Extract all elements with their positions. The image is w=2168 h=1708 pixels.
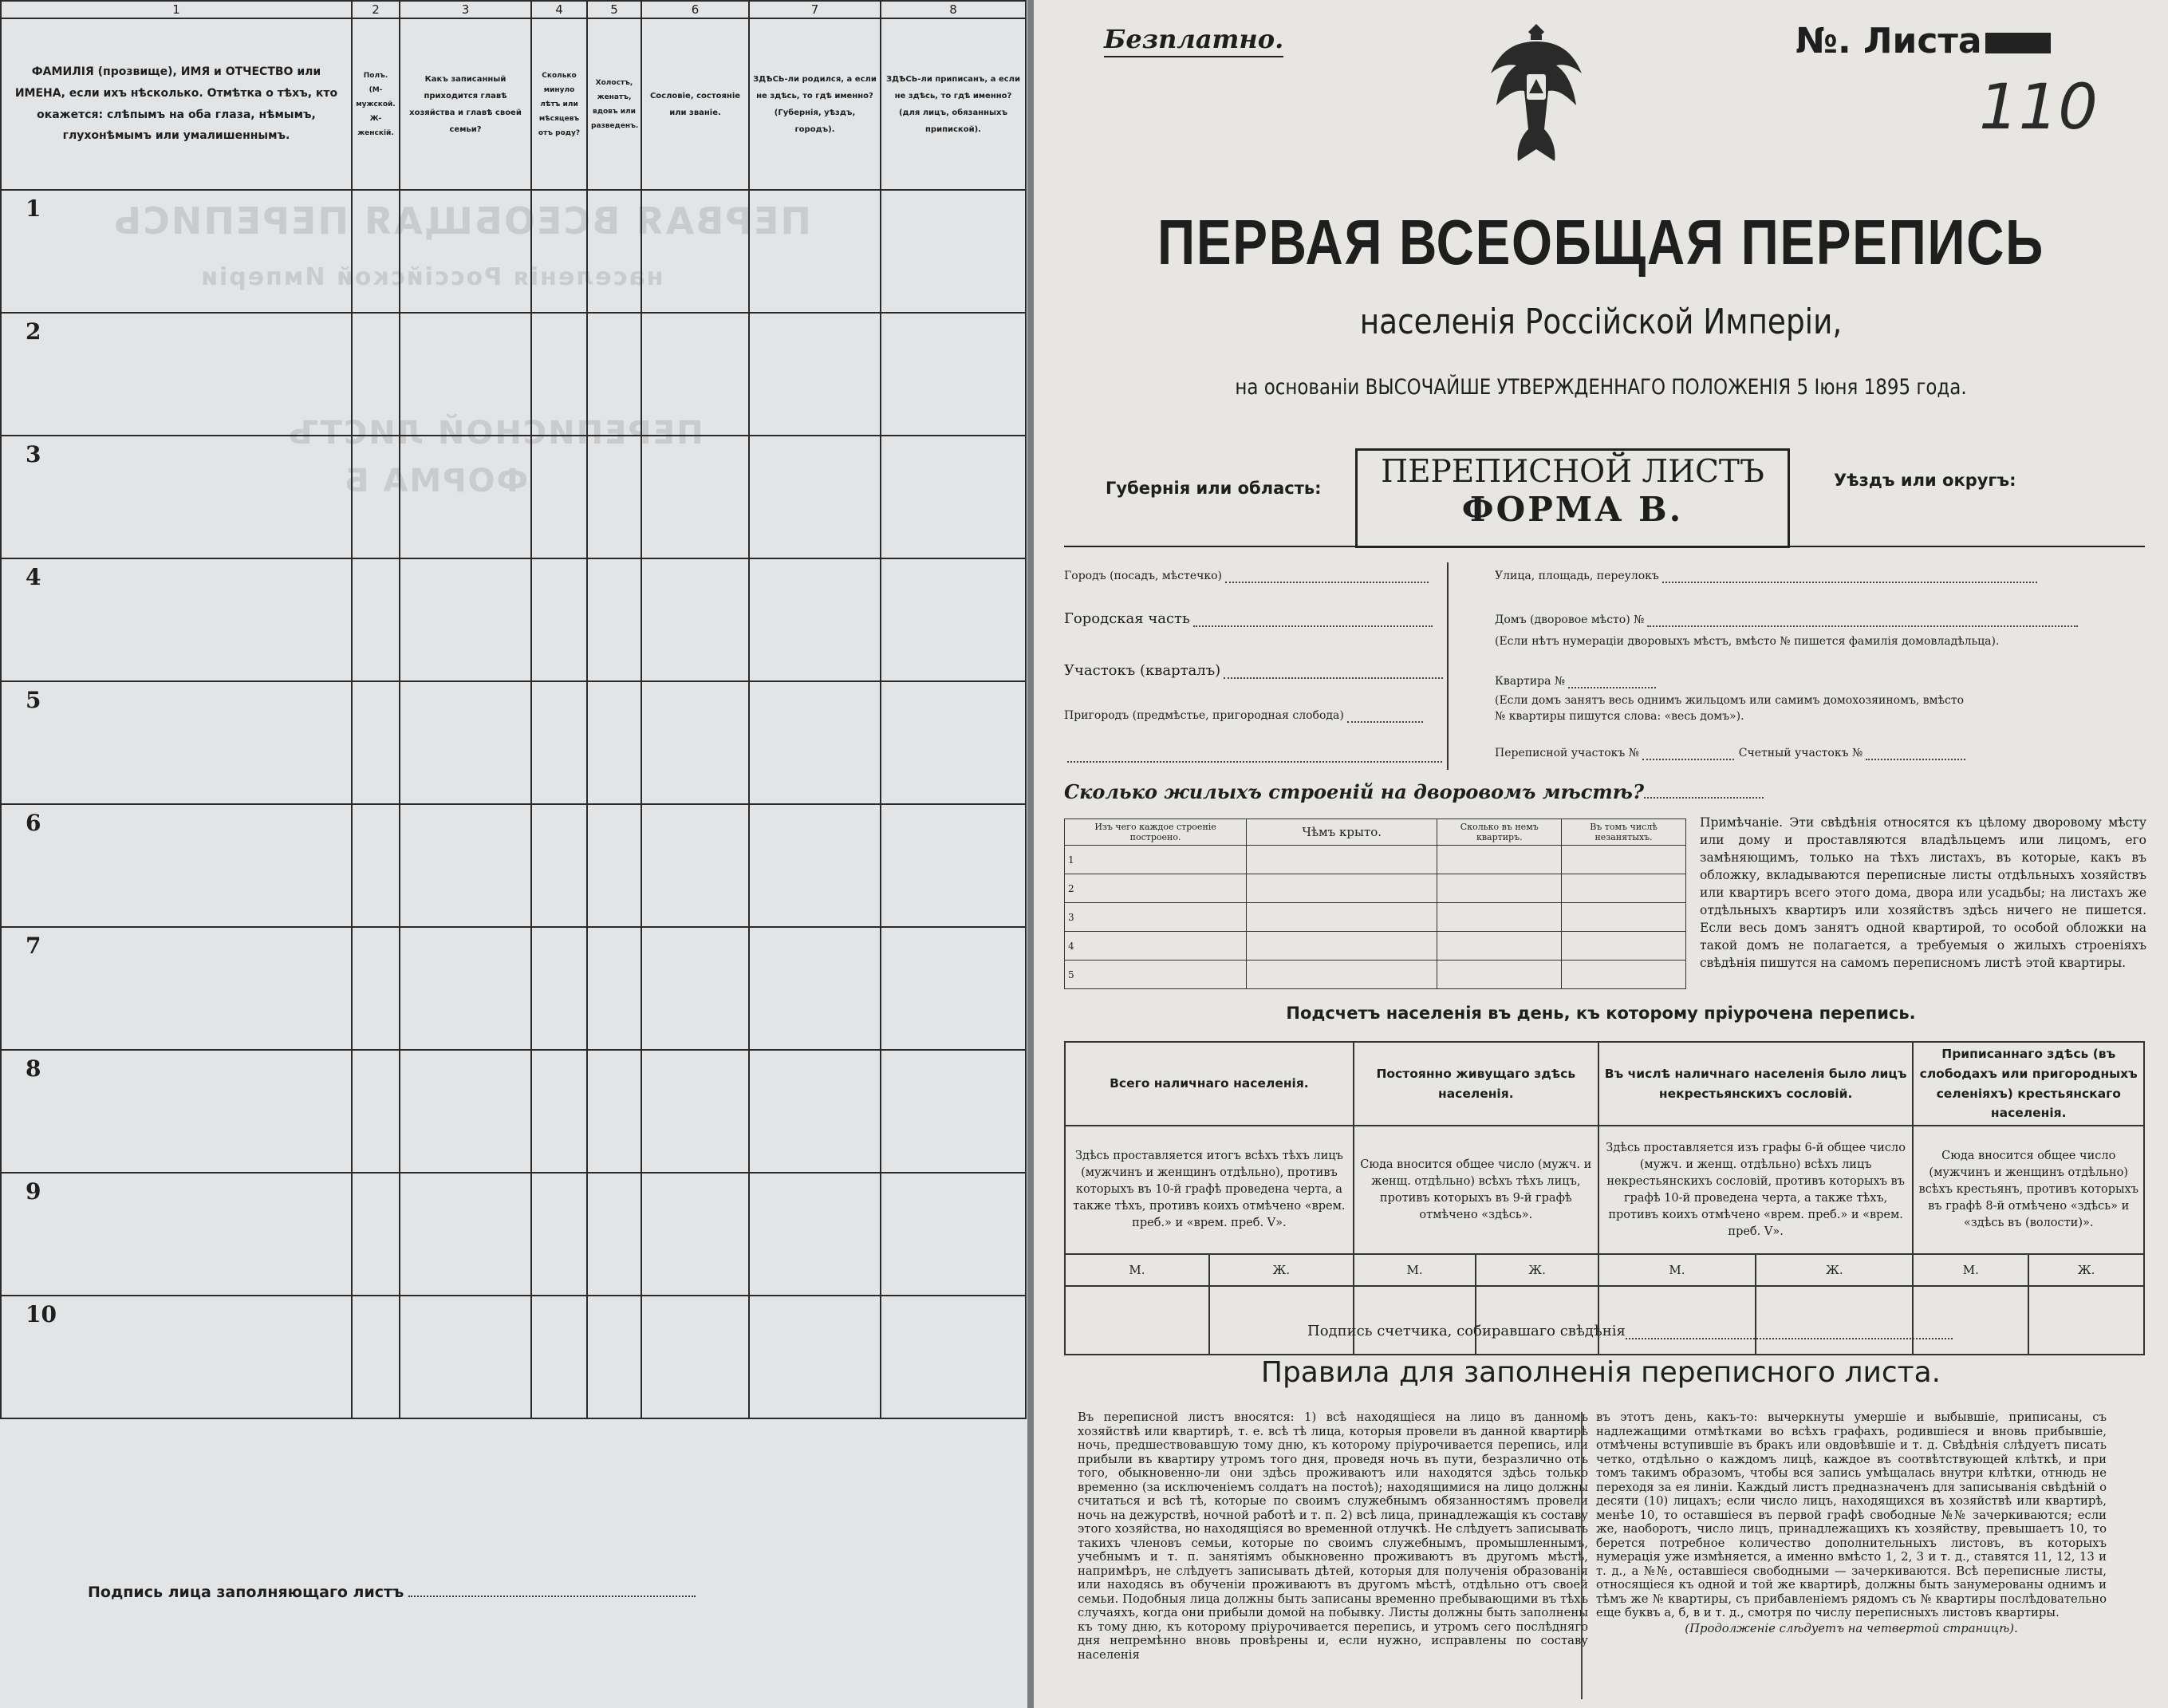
fill-dots <box>1626 1338 1953 1339</box>
person-data-cell[interactable] <box>749 558 881 681</box>
person-name-cell[interactable] <box>1 190 352 313</box>
person-data-cell[interactable] <box>352 1050 400 1173</box>
building-material-cell[interactable]: 5 <box>1065 961 1247 989</box>
person-name-cell[interactable] <box>1 1050 352 1173</box>
person-data-cell[interactable] <box>881 313 1026 436</box>
person-data-cell[interactable] <box>749 313 881 436</box>
count-entry-cell[interactable] <box>1354 1286 1476 1355</box>
person-data-cell[interactable] <box>749 1173 881 1296</box>
person-data-cell[interactable] <box>641 436 749 558</box>
rules-column-1: Въ переписной листъ вносятся: 1) всѣ находящіеся на лицо въ данномъ хозяйствѣ или квартирѣ, т. е. всѣ тѣ лица, которыя провели въ данной квартирѣ ночь, предшествовавшую тому дню, къ которому пріурочивается перепись, или прибыли въ квартиру утромъ того дня, проведя ночь въ пути, безразлично отъ того, обыкновенно-ли они здѣсь проживаютъ или находятся здѣсь только временно (за исключеніемъ солдатъ на постоѣ); находящимися на лицо должны считаться и всѣ тѣ, которые по своимъ служебнымъ обязанностямъ провели ночь на дежурствѣ, ночной работѣ и т. п. 2) всѣ лица, принадлежащія къ составу этого хозяйства, но находящіяся во временной отлучкѣ. Не слѣдуетъ записывать такихъ членовъ семьи, которые по своимъ служебнымъ, промышленнымъ, учебнымъ и т. п. занятіямъ обыкновенно проживаютъ въ другомъ мѣстѣ, напримѣръ, не слѣдуетъ записывать дѣтей, которыя для полученія образованія или находясь въ обученіи проживаютъ въ другомъ мѣстѣ, отдѣльно отъ своей семьи. Подобныя лица должны быть записаны временно пребывающими въ тѣхъ случаяхъ, когда они прибыли домой на побывку. Листы должны быть заполнены къ тому дню, къ которому пріурочивается перепись, и утромъ сего послѣдняго дня непремѣнно вновь провѣрены и, если нужно, исправлены по составу населенія <box>1078 1410 1588 1662</box>
person-name-cell[interactable] <box>1 804 352 927</box>
person-data-cell[interactable] <box>641 313 749 436</box>
building-material-cell[interactable]: 3 <box>1065 903 1247 932</box>
buildings-question[interactable] <box>1064 780 1764 803</box>
count-header-peasant: Приписаннаго здѣсь (въ слободахъ или пригородныхъ селеніяхъ) крестьянскаго населенія. <box>1913 1042 2144 1126</box>
row-number: 9 <box>26 1178 41 1205</box>
person-data-cell[interactable] <box>587 190 641 313</box>
form-title: ПЕРЕПИСНОЙ ЛИСТЪ <box>1381 454 1764 490</box>
left-page <box>0 0 1029 1708</box>
person-data-cell[interactable] <box>531 1050 587 1173</box>
form-header-box <box>1064 448 2145 548</box>
column-number: 6 <box>641 1 749 18</box>
person-name-cell[interactable] <box>1 1296 352 1418</box>
building-data-cell[interactable] <box>1562 903 1686 932</box>
person-data-cell[interactable] <box>641 1050 749 1173</box>
count-desc-permanent: Сюда вносится общее число (мужч. и женщ. отдѣльно) всѣхъ тѣхъ лицъ, противъ которыхъ въ 9-й графѣ отмѣчено «здѣсь». <box>1354 1126 1598 1254</box>
building-data-cell[interactable] <box>1437 961 1562 989</box>
person-data-cell[interactable] <box>352 681 400 804</box>
census-basis: на основаніи ВЫСОЧАЙШЕ УТВЕРЖДЕННАГО ПОЛОЖЕНІЯ 5 Іюня 1895 года. <box>1235 375 1967 400</box>
sex-label-male: М. <box>1913 1254 2028 1286</box>
suburb-label: Пригородъ (предмѣстье, пригородная слобода) <box>1064 709 1344 722</box>
city-label: Городъ (посадъ, мѣстечко) <box>1064 570 1223 582</box>
person-data-cell[interactable] <box>881 190 1026 313</box>
person-data-cell[interactable] <box>352 313 400 436</box>
row-number: 7 <box>26 933 41 959</box>
uchastok-field[interactable] <box>1064 662 1443 679</box>
count-desc-peasant: Сюда вносится общее число (мужчинъ и женщинъ отдѣльно) всѣхъ крестьянъ, противъ которыхъ въ графѣ 8-й отмѣчено «здѣсь» и «здѣсь въ (волости)». <box>1913 1126 2144 1254</box>
person-data-cell[interactable] <box>641 1296 749 1418</box>
person-data-cell[interactable] <box>587 1173 641 1296</box>
buildings-header: Сколько въ немъ квартиръ. <box>1437 819 1562 846</box>
header-sex: Полъ. (М-мужской. Ж-женскій. <box>352 18 400 190</box>
person-data-cell[interactable] <box>531 190 587 313</box>
person-data-cell[interactable] <box>587 804 641 927</box>
person-data-cell[interactable] <box>400 927 531 1050</box>
column-number: 5 <box>587 1 641 18</box>
suburb-extra-line[interactable] <box>1064 746 1442 763</box>
person-data-cell[interactable] <box>881 681 1026 804</box>
person-data-cell[interactable] <box>749 190 881 313</box>
census-title: ПЕРВАЯ ВСЕОБЩАЯ ПЕРЕПИСЬ <box>1157 207 2044 278</box>
city-part-label: Городская часть <box>1064 610 1190 627</box>
rules-divider <box>1581 1412 1583 1699</box>
person-data-cell[interactable] <box>641 558 749 681</box>
population-count-heading: Подсчетъ населенія въ день, къ которому пріурочена перепись. <box>1286 1004 1916 1023</box>
fill-dots <box>1662 582 2037 583</box>
column-number: 8 <box>881 1 1026 18</box>
fill-dots <box>1642 759 1734 760</box>
header-birthplace: ЗДѢСЬ-ли родился, а если не здѣсь, то гдѣ именно? (Губернія, уѣздъ, городъ). <box>749 18 881 190</box>
person-data-cell[interactable] <box>881 804 1026 927</box>
count-entry-cell[interactable] <box>2028 1286 2144 1355</box>
show-through-text: ПЕРВАЯ ВСЕОБЩАЯ ПЕРЕПИСЬ <box>112 199 812 243</box>
sheet-number <box>1795 21 2051 61</box>
person-data-cell[interactable] <box>531 804 587 927</box>
buildings-question-text: Сколько жилыхъ строеній на дворовомъ мѣстѣ? <box>1064 780 1645 803</box>
building-material-cell[interactable]: 4 <box>1065 932 1247 961</box>
person-data-cell[interactable] <box>531 681 587 804</box>
person-data-cell[interactable] <box>587 681 641 804</box>
fill-dots <box>1193 625 1433 627</box>
person-data-cell[interactable] <box>641 681 749 804</box>
building-row <box>1065 874 1686 903</box>
row-number: 10 <box>26 1301 57 1327</box>
population-count-table <box>1064 1041 2145 1355</box>
person-data-cell[interactable] <box>749 1296 881 1418</box>
census-section-label: Переписной участокъ № <box>1495 747 1639 759</box>
row-number: 6 <box>26 810 41 836</box>
person-data-cell[interactable] <box>881 436 1026 558</box>
count-header-permanent: Постоянно живущаго здѣсь населенія. <box>1354 1042 1598 1126</box>
person-data-cell[interactable] <box>881 1173 1026 1296</box>
column-number: 2 <box>352 1 400 18</box>
show-through-text: населенія Россійской Имперіи <box>199 263 664 291</box>
building-row <box>1065 932 1686 961</box>
person-row <box>1 927 1026 1050</box>
person-row <box>1 190 1026 313</box>
person-data-cell[interactable] <box>531 313 587 436</box>
flat-label: Квартира № <box>1495 675 1566 688</box>
person-name-cell[interactable] <box>1 927 352 1050</box>
count-entry-cell[interactable] <box>1209 1286 1354 1355</box>
district-field[interactable] <box>1790 448 2145 548</box>
flat-field[interactable] <box>1495 672 1656 688</box>
person-row <box>1 1173 1026 1296</box>
address-divider <box>1447 562 1449 770</box>
sex-label-female: Ж. <box>1476 1254 1598 1286</box>
uchastok-label: Участокъ (кварталъ) <box>1064 662 1221 679</box>
person-data-cell[interactable] <box>587 1050 641 1173</box>
province-underline <box>1064 546 1355 547</box>
count-entry-cell[interactable] <box>1065 1286 1209 1355</box>
fill-dots <box>1568 687 1656 688</box>
fill-dots <box>1225 582 1429 583</box>
person-data-cell[interactable] <box>400 313 531 436</box>
person-data-cell[interactable] <box>400 436 531 558</box>
person-data-cell[interactable] <box>531 558 587 681</box>
rules-title: Правила для заполненія переписного листа. <box>1260 1356 1941 1389</box>
person-data-cell[interactable] <box>881 1296 1026 1418</box>
filler-signature-label: Подпись лица заполняющаго листъ <box>88 1584 404 1601</box>
province-field[interactable] <box>1064 448 1355 548</box>
city-part-field[interactable] <box>1064 610 1433 627</box>
person-data-cell[interactable] <box>749 804 881 927</box>
header-name: ФАМИЛІЯ (прозвище), ИМЯ и ОТЧЕСТВО или ИМЕНА, если ихъ нѣсколько. Отмѣтка о тѣхъ, кто окажется: слѣпымъ на оба глаза, нѣмымъ, глухонѣмымъ или умалишеннымъ. <box>1 18 352 190</box>
person-data-cell[interactable] <box>881 558 1026 681</box>
signature-dots <box>408 1596 696 1597</box>
filler-signature-line[interactable] <box>88 1584 696 1601</box>
census-subtitle: населенія Россійской Имперіи, <box>1359 302 1843 342</box>
person-data-cell[interactable] <box>641 927 749 1050</box>
handwritten-sheet-number: 110 <box>1979 72 2098 144</box>
rules-column-2 <box>1596 1410 2107 1635</box>
building-material-cell[interactable]: 1 <box>1065 846 1247 874</box>
person-data-cell[interactable] <box>352 1173 400 1296</box>
header-estate: Сословіе, состояніе или званіе. <box>641 18 749 190</box>
header-marital: Холостъ, женатъ, вдовъ или разведенъ. <box>587 18 641 190</box>
person-data-cell[interactable] <box>749 436 881 558</box>
form-name: ФОРМА В. <box>1461 490 1684 529</box>
count-desc-non-peasant: Здѣсь проставляется изъ графы 6-й общее число (мужч. и женщ. отдѣльно) всѣхъ лицъ некрестьянскихъ сословій, противъ которыхъ въ графѣ 10-й проведена черта, а также тѣхъ, противъ коихъ отмѣчено «врем. преб.» и «врем. преб. V». <box>1598 1126 1914 1254</box>
person-name-cell[interactable] <box>1 681 352 804</box>
building-data-cell[interactable] <box>1247 874 1437 903</box>
person-data-cell[interactable] <box>587 436 641 558</box>
person-row <box>1 558 1026 681</box>
sex-label-female: Ж. <box>1209 1254 1354 1286</box>
buildings-header: Чѣмъ крыто. <box>1247 819 1437 846</box>
buildings-header: Въ томъ числѣ незанятыхъ. <box>1562 819 1686 846</box>
house-field[interactable] <box>1495 610 2078 627</box>
fill-dots <box>1647 625 2078 627</box>
header-age: Сколько минуло лѣтъ или мѣсяцевъ отъ роду? <box>531 18 587 190</box>
person-data-cell[interactable] <box>352 927 400 1050</box>
header-relation: Какъ записанный приходится главѣ хозяйства и главѣ своей семьи? <box>400 18 531 190</box>
person-data-cell[interactable] <box>400 558 531 681</box>
row-number: 5 <box>26 687 41 713</box>
house-note: (Если нѣтъ нумераціи дворовыхъ мѣстъ, вмѣсто № пишется фамилія домовладѣльца). <box>1495 635 2000 648</box>
street-field[interactable] <box>1495 566 2037 583</box>
person-row <box>1 681 1026 804</box>
row-number: 3 <box>26 441 41 467</box>
building-data-cell[interactable] <box>1562 961 1686 989</box>
sex-label-female: Ж. <box>2028 1254 2144 1286</box>
person-data-cell[interactable] <box>881 927 1026 1050</box>
column-header-row <box>1 18 1026 190</box>
count-entry-cell[interactable] <box>1913 1286 2028 1355</box>
building-data-cell[interactable] <box>1247 903 1437 932</box>
crossed-out-number <box>1985 33 2051 53</box>
person-data-cell[interactable] <box>352 558 400 681</box>
district-underline <box>1790 546 2145 547</box>
fill-dots <box>1067 761 1442 763</box>
show-through-text: ПЕРЕПИСНОЙ ЛИСТЪ <box>287 415 704 452</box>
city-field[interactable] <box>1064 566 1429 583</box>
building-data-cell[interactable] <box>1247 961 1437 989</box>
person-data-cell[interactable] <box>400 804 531 927</box>
person-data-cell[interactable] <box>400 1050 531 1173</box>
census-section-field[interactable] <box>1495 744 1965 760</box>
person-data-cell[interactable] <box>881 1050 1026 1173</box>
row-number: 1 <box>26 195 41 222</box>
person-data-cell[interactable] <box>641 804 749 927</box>
sex-label-male: М. <box>1065 1254 1209 1286</box>
house-label: Домъ (дворовое мѣсто) № <box>1495 613 1645 626</box>
person-row <box>1 804 1026 927</box>
flat-note-2: № квартиры пишутся слова: «весь домъ»). <box>1495 710 1744 723</box>
person-data-cell[interactable] <box>531 436 587 558</box>
form-title-box <box>1355 448 1790 548</box>
show-through-text: ФОРМА Б <box>343 463 529 499</box>
person-data-cell[interactable] <box>587 558 641 681</box>
row-number: 2 <box>26 318 41 345</box>
buildings-table <box>1064 818 1686 989</box>
building-data-cell[interactable] <box>1437 846 1562 874</box>
building-data-cell[interactable] <box>1562 846 1686 874</box>
person-data-cell[interactable] <box>587 1296 641 1418</box>
free-label: Безплатно. <box>1104 24 1283 57</box>
row-number: 8 <box>26 1055 41 1082</box>
person-name-cell[interactable] <box>1 313 352 436</box>
person-data-cell[interactable] <box>400 1173 531 1296</box>
census-person-table <box>0 0 1027 1419</box>
person-data-cell[interactable] <box>531 1296 587 1418</box>
count-entry-cell[interactable] <box>1756 1286 1913 1355</box>
count-header-non-peasant: Въ числѣ наличнаго населенія было лицъ некрестьянскихъ сословій. <box>1598 1042 1914 1126</box>
street-label: Улица, площадь, переулокъ <box>1495 570 1659 582</box>
sex-label-female: Ж. <box>1756 1254 1913 1286</box>
person-data-cell[interactable] <box>400 681 531 804</box>
building-data-cell[interactable] <box>1562 874 1686 903</box>
person-data-cell[interactable] <box>352 804 400 927</box>
fill-dots <box>1866 759 1965 760</box>
person-name-cell[interactable] <box>1 558 352 681</box>
person-data-cell[interactable] <box>587 313 641 436</box>
person-data-cell[interactable] <box>531 927 587 1050</box>
person-row <box>1 1296 1026 1418</box>
person-data-cell[interactable] <box>587 927 641 1050</box>
person-data-cell[interactable] <box>749 927 881 1050</box>
building-row <box>1065 846 1686 874</box>
building-data-cell[interactable] <box>1562 932 1686 961</box>
building-data-cell[interactable] <box>1247 846 1437 874</box>
fill-dots <box>1224 677 1443 679</box>
person-data-cell[interactable] <box>749 681 881 804</box>
right-page <box>1034 0 2168 1708</box>
sheet-number-label: №. Листа <box>1795 21 1982 61</box>
counter-signature-line[interactable] <box>1307 1323 1953 1339</box>
double-headed-eagle-emblem <box>1484 18 1588 177</box>
count-entry-cell[interactable] <box>1598 1286 1756 1355</box>
person-data-cell[interactable] <box>400 190 531 313</box>
person-data-cell[interactable] <box>749 1050 881 1173</box>
person-data-cell[interactable] <box>352 436 400 558</box>
building-row <box>1065 961 1686 989</box>
column-number: 3 <box>400 1 531 18</box>
sex-label-male: М. <box>1354 1254 1476 1286</box>
counter-signature-label: Подпись счетчика, собиравшаго свѣдѣнія <box>1307 1323 1626 1339</box>
person-name-cell[interactable] <box>1 1173 352 1296</box>
building-data-cell[interactable] <box>1437 874 1562 903</box>
person-name-cell[interactable] <box>1 436 352 558</box>
person-data-cell[interactable] <box>531 1173 587 1296</box>
buildings-header: Изъ чего каждое строеніе построено. <box>1065 819 1247 846</box>
person-data-cell[interactable] <box>352 190 400 313</box>
building-material-cell[interactable]: 2 <box>1065 874 1247 903</box>
column-number: 4 <box>531 1 587 18</box>
sex-label-male: М. <box>1598 1254 1756 1286</box>
count-entry-cell[interactable] <box>1476 1286 1598 1355</box>
person-data-cell[interactable] <box>352 1296 400 1418</box>
province-label: Губернія или область: <box>1106 479 1322 498</box>
column-number: 1 <box>1 1 352 18</box>
header-registration: ЗДѢСЬ-ли приписанъ, а если не здѣсь, то гдѣ именно? (для лицъ, обязанныхъ припиской). <box>881 18 1026 190</box>
count-header-total: Всего наличнаго населенія. <box>1065 1042 1354 1126</box>
fill-dots <box>1644 797 1764 799</box>
building-data-cell[interactable] <box>1437 932 1562 961</box>
column-number-row <box>1 1 1026 18</box>
district-label: Уѣздъ или округъ: <box>1834 471 2016 490</box>
fill-dots <box>1347 721 1423 723</box>
suburb-field[interactable] <box>1064 706 1423 723</box>
person-data-cell[interactable] <box>641 1173 749 1296</box>
person-data-cell[interactable] <box>400 1296 531 1418</box>
count-desc-total: Здѣсь проставляется итогъ всѣхъ тѣхъ лицъ (мужчинъ и женщинъ отдѣльно), противъ которыхъ въ 10-й графѣ проведена черта, а также тѣхъ, противъ коихъ отмѣчено «врем. преб.» и «врем. преб. V». <box>1065 1126 1354 1254</box>
rules-continued: (Продолженіе слѣдуетъ на четвертой страницѣ). <box>1685 1621 2018 1635</box>
person-row <box>1 1050 1026 1173</box>
person-row <box>1 313 1026 436</box>
person-data-cell[interactable] <box>641 190 749 313</box>
column-number: 7 <box>749 1 881 18</box>
person-row <box>1 436 1026 558</box>
row-number: 4 <box>26 564 41 590</box>
flat-note-1: (Если домъ занятъ весь однимъ жильцомъ или самимъ домохозяиномъ, вмѣсто <box>1495 694 1965 707</box>
building-data-cell[interactable] <box>1247 932 1437 961</box>
building-row <box>1065 903 1686 932</box>
buildings-note: Примѣчаніе. Эти свѣдѣнія относятся къ цѣлому дворовому мѣсту или дому и проставляются владѣльцемъ или лицомъ, его замѣняющимъ, только на тѣхъ листахъ, въ которые, какъ въ обложку, вкладываются переписные листы отдѣльныхъ хозяйствъ или квартиръ всего этого дома, двора или усадьбы; на листахъ же отдѣльныхъ квартиръ или хозяйствъ здѣсь ничего не пишется. Если весь домъ занятъ одной квартирой, то особой обложки на такой домъ не полагается, а требуемыя о жилыхъ строеніяхъ свѣдѣнія пишутся на самомъ переписномъ листѣ этой квартиры. <box>1700 815 2146 970</box>
building-data-cell[interactable] <box>1437 903 1562 932</box>
rules-column-2-text: въ этотъ день, какъ-то: вычеркнуты умершіе и выбывшіе, приписаны, съ надлежащими отмѣтками во всѣхъ графахъ, родившіеся и вновь прибывшіе, отмѣчены вступившіе въ бракъ или овдовѣвшіе и т. д. Свѣдѣнія слѣдуетъ писать четко, отдѣльно о каждомъ лицѣ, каждое въ соотвѣтствующей клѣткѣ, и при томъ такимъ образомъ, чтобы вся запись умѣщалась внутри клѣтки, отнюдь не переходя за ея линіи. Каждый листъ предназначенъ для записыванія свѣдѣній о десяти (10) лицахъ; если число лицъ, находящихся въ хозяйствѣ или квартирѣ, менѣе 10, то оставшіеся въ первой графѣ свободные №№ зачеркиваются; если же, наоборотъ, число лицъ, принадлежащихъ къ хозяйству, превышаетъ 10, то берется потребное количество дополнительныхъ листовъ, въ которыхъ нумерація уже измѣняется, а именно вмѣсто 1, 2, 3 и т. д., ставятся 11, 12, 13 и т. д., а №№, оставшіеся свободными — зачеркиваются. Всѣ переписные листы, относящіеся къ одной и той же квартирѣ, должны быть занумерованы однимъ и тѣмъ же № квартиры, съ прибавленіемъ рядомъ съ № квартиры послѣдовательно еще буквъ а, б, в и т. д., смотря по числу переписныхъ листовъ квартиры. <box>1596 1410 2107 1619</box>
count-section-label: Счетный участокъ № <box>1738 747 1863 759</box>
